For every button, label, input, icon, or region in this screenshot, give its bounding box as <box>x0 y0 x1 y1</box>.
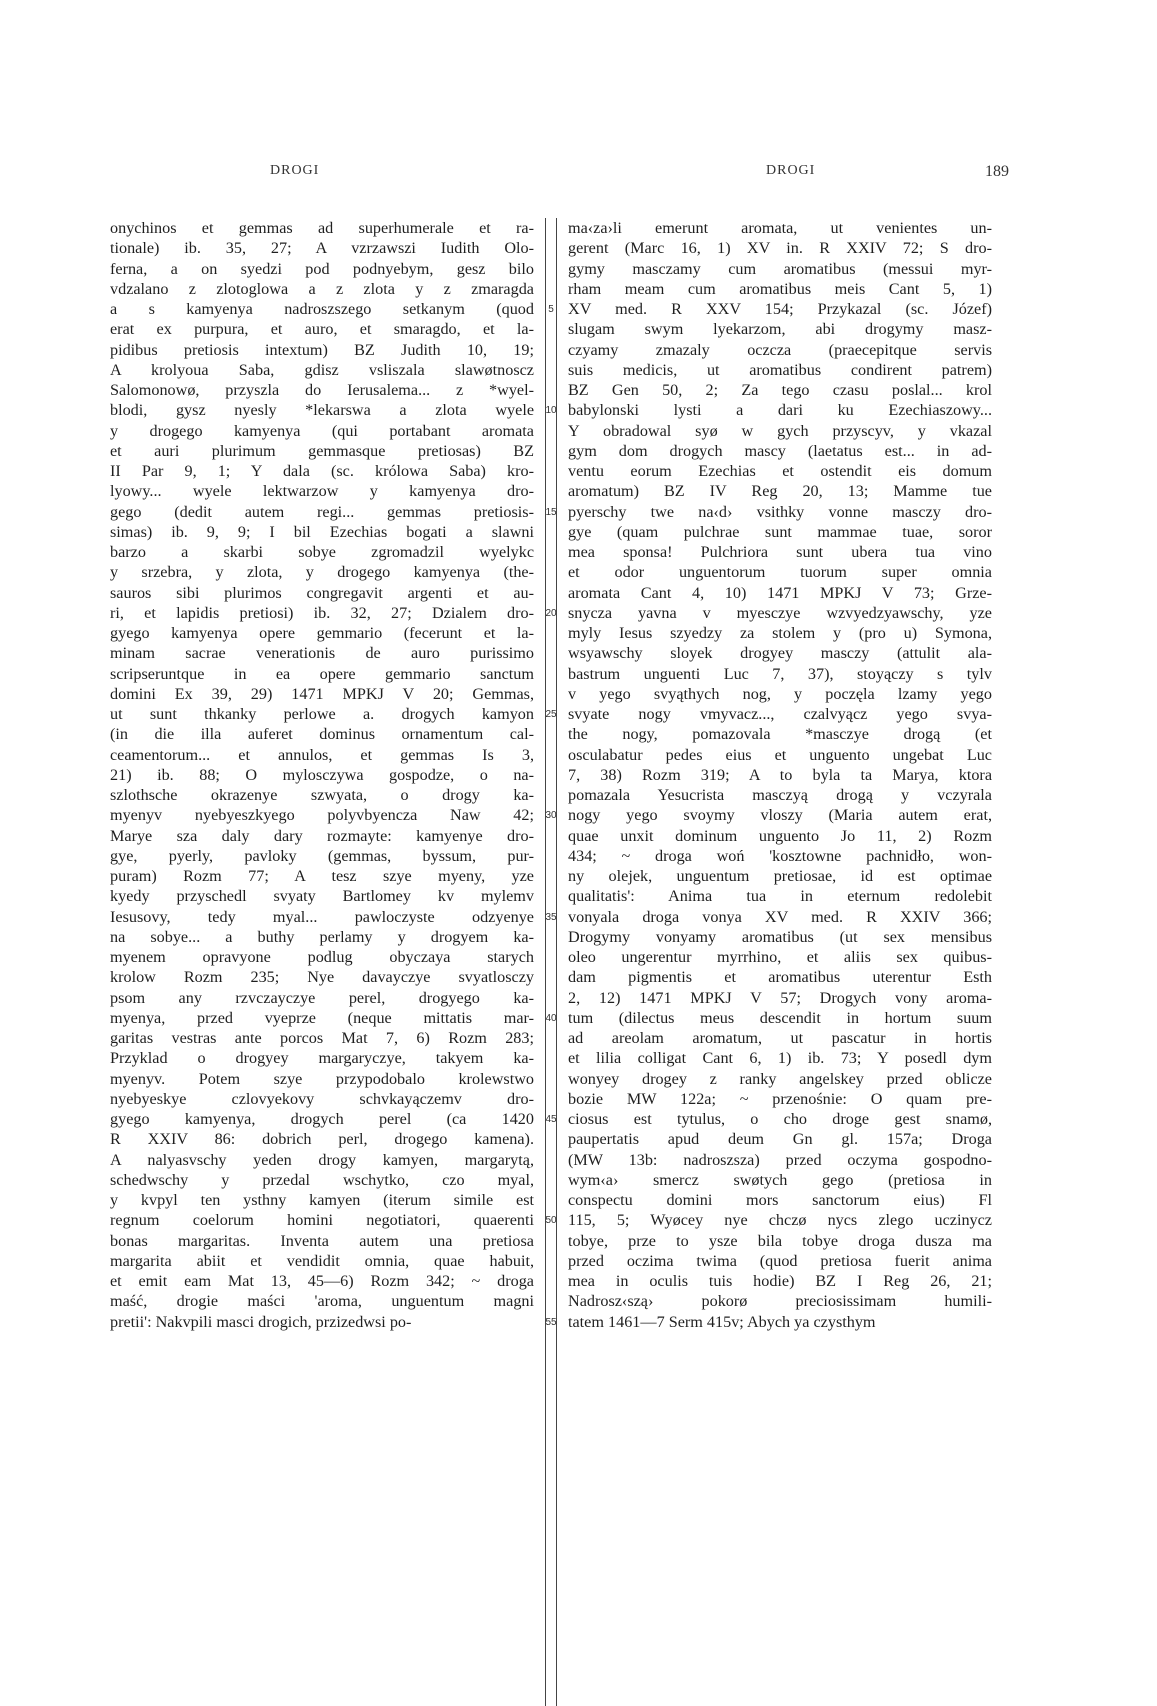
text-line: lyowy... wyele lektwarzow y kamyenya dro- <box>110 482 534 501</box>
text-line: Przyklad o drogyey margaryczye, takyem ka- <box>110 1049 534 1068</box>
text-line: Drogymy vonyamy aromatibus (ut sex mensibus <box>568 927 992 946</box>
text-line: nyebyeskye czlovyekovy schvkayączemv dro- <box>110 1089 534 1108</box>
text-line: ciosus est tytulus, o cho droge gest snamø, <box>568 1110 992 1128</box>
text-line: margarita abiit et vendidit omnia, quae habuit, <box>110 1251 534 1270</box>
text-line: dam pigmentis et aromatibus uterentur Esth <box>568 968 992 987</box>
text-line: (MW 13b: nadroszsza) przed oczyma gospodno- <box>568 1150 992 1169</box>
text-line: gym dom drogych mascy (laetatus est... in ad- <box>568 441 992 460</box>
text-line: na sobye... a buthy perlamy y drogyem ka- <box>110 927 534 946</box>
text-line: vdzalano z zlotoglowa a z zlota y z zmaragda <box>110 279 534 298</box>
text-line: et lilia colligat Cant 6, 1) ib. 73; Y posedl dym <box>568 1049 992 1068</box>
text-line: et auri plurimum gemmasque pretiosas) BZ <box>110 441 534 460</box>
text-line: Salomonowø, przyszla do Ierusalema... z *wyel- <box>110 381 534 399</box>
text-line: tionale) ib. 35, 27; A vzrzawszi Iudith Olo- <box>110 239 534 258</box>
text-line: wonyey drogey z ranky angelskey przed oblicze <box>568 1069 992 1088</box>
text-line: oleo ungerentur myrrhino, et aliis sex quibus- <box>568 948 992 966</box>
running-head-right: DROGI <box>766 163 816 178</box>
text-line: 21) ib. 88; O mylosczywa gospodze, o na- <box>110 765 534 784</box>
text-line: et odor unguentorum tuorum super omnia <box>568 563 992 582</box>
text-line: ad areolam aromatum, ut pascatur in hortis <box>568 1029 992 1047</box>
text-line: BZ Gen 50, 2; Za tego czasu poslal... krol <box>568 381 992 399</box>
text-line: ma‹za›li emerunt aromata, ut venientes un- <box>568 219 992 237</box>
text-line: pretii': Nakvpili masci drogich, przizedwsi po- <box>110 1312 412 1331</box>
text-line: suis medicis, ut aromatibus condirent patrem) <box>568 360 992 379</box>
text-line: the nogy, pomazovala *masczye drogą (et <box>568 725 992 744</box>
line-number: 5 <box>548 304 554 315</box>
text-line: krolow Rozm 235; Nye davayczye svyatlosczy <box>110 968 534 987</box>
line-number: 40 <box>545 1012 557 1024</box>
page-number: 189 <box>985 163 1009 180</box>
text-line: szlothsche okrazenye szwyata, o drogy ka- <box>110 786 534 804</box>
text-line: y drogego kamyenya (qui portabant aromata <box>110 421 534 440</box>
text-line: Nadrosz‹szą› pokorø preciosissimam humili- <box>568 1292 992 1311</box>
text-line: Iesusovy, tedy myal... pawloczyste odzyenye <box>110 907 534 926</box>
text-line: maść, drogie maści 'aroma, unguentum magni <box>110 1292 534 1311</box>
text-line: aromata Cant 4, 10) 1471 MPKJ V 73; Grze- <box>568 583 992 602</box>
text-line: gyego kamyenya opere gemmario (fecerunt et la- <box>110 624 534 642</box>
text-line: blodi, gysz nyesly *lekarswa a zlota wyele <box>110 401 534 420</box>
column-divider-left-rule <box>545 218 546 1706</box>
text-line: garitas vestras ante porcos Mat 7, 6) Rozm 283; <box>110 1029 534 1047</box>
text-line: schedwschy y przedal wschytko, czo myal, <box>110 1170 534 1189</box>
text-line: pomazala Yesucrista masczyą drogą y vczyrala <box>568 786 992 804</box>
text-line: ri, et lapidis pretiosi) ib. 32, 27; Dzialem dro- <box>110 603 534 622</box>
text-line: kyedy przyschedl svyaty Bartlomey kv mylemv <box>110 887 534 906</box>
text-line: myenya, przed vyeprze (neque mittatis mar- <box>110 1008 534 1027</box>
text-line: gyego kamyenya, drogych perel (ca 1420 <box>110 1110 534 1128</box>
text-line: 434; ~ droga woń 'kosztowne pachnidło, won- <box>568 846 992 865</box>
line-number: 35 <box>545 911 557 923</box>
text-line: ferna, a on syedzi pod podnyebym, gesz bilo <box>110 259 534 278</box>
text-line: A krolyoua Saba, gdisz vsliszala slawøtnoscz <box>110 360 534 379</box>
text-line: et emit eam Mat 13, 45—6) Rozm 342; ~ droga <box>110 1272 534 1290</box>
text-line: Marye sza daly dary rozmayte: kamyenye dro- <box>110 826 534 845</box>
running-head-left: DROGI <box>270 163 320 178</box>
text-line: v yego svyąthych nog, y poczęla lzamy yego <box>568 684 992 703</box>
text-line: A nalyasvschy yeden drogy kamyen, margarytą, <box>110 1150 534 1169</box>
text-line: ut sunt thkanky perlowe a. drogych kamyon <box>110 705 534 723</box>
text-line: onychinos et gemmas ad superhumerale et ra- <box>110 219 534 237</box>
text-line: erat ex purpura, et auro, et smaragdo, et la- <box>110 320 534 339</box>
text-line: tobye, prze to ysze bila tobye droga dusza ma <box>568 1231 992 1250</box>
text-line: rham meam cum aromatibus meis Cant 5, 1) <box>568 279 992 298</box>
text-line: y kvpyl ten ysthny kamyen (iterum simile est <box>110 1191 534 1209</box>
text-line: psom any rzvczayczye perel, drogyego ka- <box>110 988 534 1007</box>
text-line: pidibus pretiosis intextum) BZ Judith 10, 19; <box>110 340 534 359</box>
text-line: R XXIV 86: dobrich perl, drogego kamena). <box>110 1130 534 1149</box>
text-line: gye (quam pulchrae sunt mammae tuae, soror <box>568 522 992 541</box>
text-line: przed oczima twima (quod pretiosa fuerit anima <box>568 1251 992 1270</box>
text-line: sauros sibi plurimos congregavit argenti et au- <box>110 583 534 602</box>
line-number: 15 <box>545 506 557 518</box>
text-line: conspectu domini mors sanctorum eius) Fl <box>568 1191 992 1209</box>
right-text-column <box>568 218 992 1332</box>
text-line: quae unxit dominum unguento Jo 11, 2) Rozm <box>568 826 992 845</box>
line-number: 50 <box>545 1215 557 1227</box>
text-line: 115, 5; Wyøcey nye chczø nycs zlego uczinycz <box>568 1211 992 1230</box>
text-line: gymy masczamy cum aromatibus (messui myr- <box>568 259 992 278</box>
text-line: vonyala droga vonya XV med. R XXIV 366; <box>568 907 992 926</box>
text-line: qualitatis': Anima tua in eternum redolebit <box>568 887 992 906</box>
text-line: svyate nogy vmyvacz..., czalvyącz yego svya- <box>568 705 992 723</box>
text-line: a s kamyenya nadroszszego setkanym (quod <box>110 300 534 318</box>
text-line: ventu eorum Ezechias et ostendit eis domum <box>568 462 992 480</box>
text-line: barzo a skarbi sobye zgromadzil wyelykc <box>110 543 534 561</box>
text-line: gerent (Marc 16, 1) XV in. R XXIV 72; S dro- <box>568 239 992 258</box>
text-line: bastrum unguenti Luc 7, 37), stoyączy s tylv <box>568 664 992 683</box>
text-line: scripseruntque in ea opere gemmario sanctum <box>110 664 534 683</box>
text-line: y srzebra, y zlota, y drogego kamyenya (the- <box>110 563 534 582</box>
text-line: (in die illa auferet dominus ornamentum cal- <box>110 725 534 744</box>
text-line: myly Iesus szyedzy za stolem y (pro u) Symona, <box>568 624 992 642</box>
text-line: II Par 9, 1; Y dala (sc. królowa Saba) kro- <box>110 462 534 480</box>
text-line: wsyawschy sloyek drogyey masczy (attulit ala- <box>568 644 992 663</box>
left-text-column <box>110 218 534 1332</box>
text-line: Y obradowal syø w gych przyscyv, y vkazal <box>568 421 992 440</box>
text-line: snycza yavna v myesczye wzvyedzyawschy, yze <box>568 603 992 622</box>
text-line: mea in oculis tuis hodie) BZ I Reg 26, 21; <box>568 1272 992 1290</box>
text-line: simas) ib. 9, 9; I bil Ezechias bogati a slawni <box>110 522 534 541</box>
text-line: mea sponsa! Pulchriora sunt ubera tua vino <box>568 543 992 561</box>
text-line: minam sacrae venerationis de auro purissimo <box>110 644 534 663</box>
text-line: myenem opravyone podlug obyczaya starych <box>110 948 534 966</box>
line-number: 20 <box>545 607 557 619</box>
text-line: bozie MW 122a; ~ przenośnie: O quam pre- <box>568 1089 992 1108</box>
text-line: paupertatis apud deum Gn gl. 157a; Droga <box>568 1130 992 1149</box>
text-line: tatem 1461—7 Serm 415v; Abych ya czysthym <box>568 1312 876 1331</box>
text-line: pyerschy twe na‹d› vsithky vonne masczy dro- <box>568 502 992 521</box>
text-line: ceamentorum... et annulos, et gemmas Is 3, <box>110 745 534 764</box>
text-line: ny olejek, unguentum pretiosae, id est optimae <box>568 867 992 885</box>
text-line: 2, 12) 1471 MPKJ V 57; Drogych vony aroma- <box>568 988 992 1007</box>
text-line: myenyv nyebyeszkyego polyvbyencza Naw 42; <box>110 806 534 825</box>
text-line: domini Ex 39, 29) 1471 MPKJ V 20; Gemmas, <box>110 684 534 703</box>
line-number: 30 <box>545 810 557 822</box>
text-line: bonas margaritas. Inventa autem una pretiosa <box>110 1231 534 1250</box>
text-line: regnum coelorum homini negotiatori, quaerenti <box>110 1211 534 1230</box>
text-line: slugam swym lyekarzom, abi drogymy masz- <box>568 320 992 339</box>
text-line: babylonski lysti a dari ku Ezechiaszowy... <box>568 401 992 420</box>
line-number: 10 <box>545 405 557 417</box>
column-divider-right-rule <box>556 218 557 1706</box>
text-line: wym‹a› smercz swøtych gego (pretiosa in <box>568 1170 992 1189</box>
text-line: czyamy zmazaly oczcza (praecepitque servis <box>568 340 992 359</box>
text-line: tum (dilectus meus descendit in hortum suum <box>568 1008 992 1027</box>
text-line: nogy yego svoymy vloszy (Maria autem erat, <box>568 806 992 825</box>
text-line: aromatum) BZ IV Reg 20, 13; Mamme tue <box>568 482 992 501</box>
line-number: 45 <box>545 1114 557 1125</box>
text-line: XV med. R XXV 154; Przykazal (sc. Józef) <box>568 300 992 318</box>
line-number: 55 <box>545 1316 557 1328</box>
text-line: 7, 38) Rozm 319; A to byla ta Marya, ktora <box>568 765 992 784</box>
text-line: puram) Rozm 77; A tesz szye myeny, yze <box>110 867 534 885</box>
text-line: gye, pyerly, pavloky (gemmas, byssum, pur- <box>110 846 534 865</box>
line-number: 25 <box>545 709 557 720</box>
text-line: myenyv. Potem szye przypodobalo krolewstwo <box>110 1069 534 1088</box>
text-line: osculabatur pedes eius et unguento ungebat Luc <box>568 745 992 764</box>
text-line: gego (dedit autem regi... gemmas pretiosis- <box>110 502 534 521</box>
